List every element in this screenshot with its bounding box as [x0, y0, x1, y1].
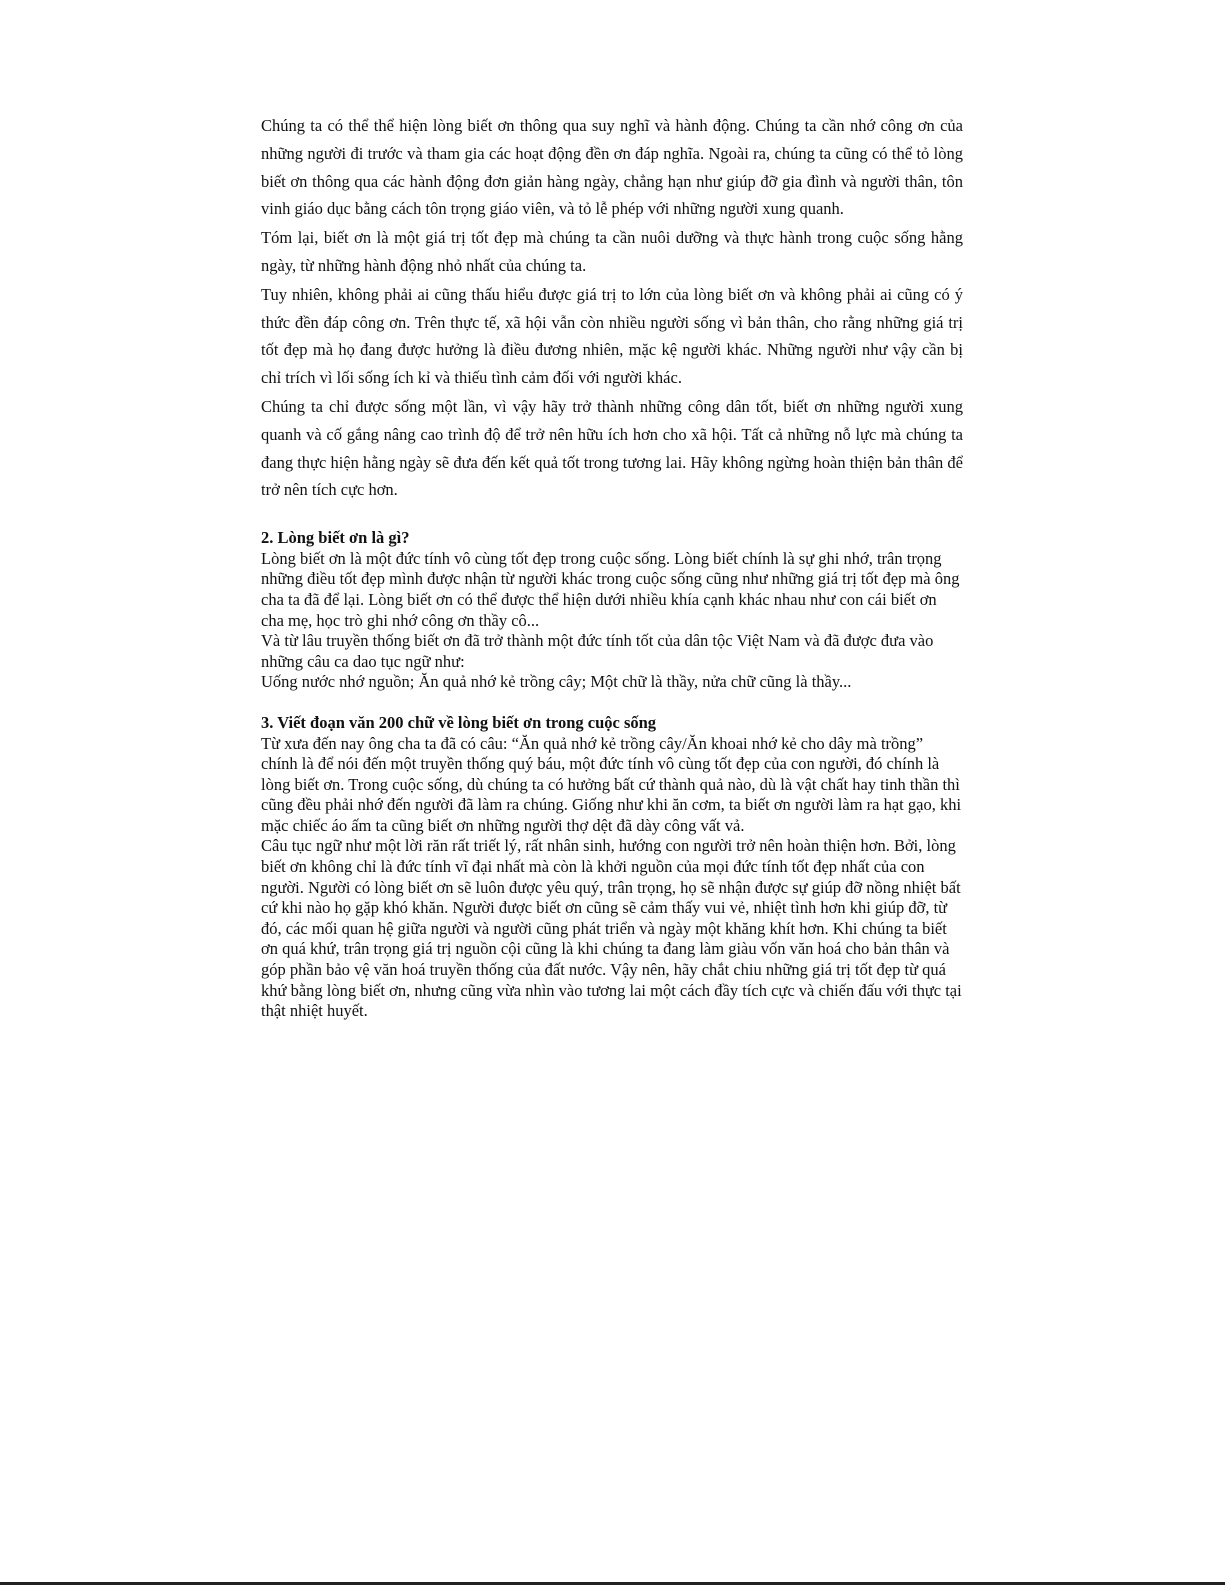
paragraph: Tóm lại, biết ơn là một giá trị tốt đẹp mà chúng ta cần nuôi dưỡng và thực hành trong cuộc sống hằng ngày, từ những hành động nhỏ nhất của chúng ta. — [261, 228, 963, 275]
paragraph: Lòng biết ơn là một đức tính vô cùng tốt đẹp trong cuộc sống. Lòng biết chính là sự ghi nhớ, trân trọng những điều tốt đẹp mình được nhận từ người khác trong cuộc sống cũng như những giá trị tốt đẹp mà ông cha ta đã để lại. Lòng biết ơn có thể được thể hiện dưới nhiều khía cạnh khác nhau như con cái biết ơn cha mẹ, học trò ghi nhớ công ơn thầy cô... — [261, 548, 960, 630]
section-heading: 2. Lòng biết ơn là gì? — [261, 528, 410, 548]
section-heading: 3. Viết đoạn văn 200 chữ về lòng biết ơn trong cuộc sống — [261, 712, 657, 732]
document-body — [261, 112, 963, 1022]
paragraph: Uống nước nhớ nguồn; Ăn quả nhớ kẻ trồng cây; Một chữ là thầy, nửa chữ cũng là thầy... — [261, 672, 852, 692]
paragraph: Chúng ta chỉ được sống một lần, vì vậy hãy trở thành những công dân tốt, biết ơn những người xung quanh và cố gắng nâng cao trình độ để trở nên hữu ích hơn cho xã hội. Tất cả những nỗ lực mà chúng ta đang thực hiện hằng ngày sẽ đưa đến kết quả tốt trong tương lai. Hãy không ngừng hoàn thiện bản thân để trở nên tích cực hơn. — [261, 396, 963, 500]
paragraph: Câu tục ngữ như một lời răn rất triết lý, rất nhân sinh, hướng con người trở nên hoàn thiện hơn. Bởi, lòng biết ơn không chỉ là đức tính vĩ đại nhất mà còn là khởi nguồn của mọi đức tính tốt đẹp nhất của con người. Người có lòng biết ơn sẽ luôn được yêu quý, trân trọng, họ sẽ nhận được sự giúp đỡ nồng nhiệt bất cứ khi nào họ gặp khó khăn. Người được biết ơn cũng sẽ cảm thấy vui vẻ, nhiệt tình hơn khi giúp đỡ, từ đó, các mối quan hệ giữa người và người cũng phát triển và ngày một khăng khít hơn. Khi chúng ta biết ơn quá khứ, trân trọng giá trị nguồn cội cũng là khi chúng ta đang làm giàu vốn văn hoá cho bản thân và góp phần bảo vệ văn hoá truyền thống của đất nước. Vậy nên, hãy chắt chiu những giá trị tốt đẹp từ quá khứ bằng lòng biết ơn, nhưng cũng vừa nhìn vào tương lai một cách đầy tích cực và chiến đấu với thực tại thật nhiệt huyết. — [261, 836, 962, 1021]
paragraph: Tuy nhiên, không phải ai cũng thấu hiểu được giá trị to lớn của lòng biết ơn và không phải ai cũng có ý thức đền đáp công ơn. Trên thực tế, xã hội vẫn còn nhiều người sống vì bản thân, cho rằng những giá trị tốt đẹp mà họ đang được hưởng là điều đương nhiên, mặc kệ người khác. Những người như vậy cần bị chỉ trích vì lối sống ích kỉ và thiếu tình cảm đối với người khác. — [261, 284, 963, 388]
paragraph: Và từ lâu truyền thống biết ơn đã trở thành một đức tính tốt của dân tộc Việt Nam và đã được đưa vào những câu ca dao tục ngữ như: — [261, 631, 934, 671]
paragraph: Từ xưa đến nay ông cha ta đã có câu: “Ăn quả nhớ kẻ trồng cây/Ăn khoai nhớ kẻ cho dây mà trồng” chính là để nói đến một truyền thống quý báu, một đức tính vô cùng tốt đẹp của con người, đó chính là lòng biết ơn. Trong cuộc sống, dù chúng ta có hưởng bất cứ thành quả nào, dù là vật chất hay tinh thần thì cũng đều phải nhớ đến người đã làm ra chúng. Giống như khi ăn cơm, ta biết ơn người làm ra hạt gạo, khi mặc chiếc áo ấm ta cũng biết ơn những người thợ dệt đã dày công vất vả. — [261, 733, 962, 835]
section-essay-200-words — [261, 713, 963, 1022]
intro-section — [261, 112, 963, 504]
paragraph: Chúng ta có thể thể hiện lòng biết ơn thông qua suy nghĩ và hành động. Chúng ta cần nhớ công ơn của những người đi trước và tham gia các hoạt động đền ơn đáp nghĩa. Ngoài ra, chúng ta cũng có thể tỏ lòng biết ơn thông qua các hành động đơn giản hàng ngày, chẳng hạn như giúp đỡ gia đình và người thân, tôn vinh giáo dục bằng cách tôn trọng giáo viên, và tỏ lễ phép với những người xung quanh. — [261, 116, 963, 219]
section-what-is-gratitude — [261, 528, 963, 693]
